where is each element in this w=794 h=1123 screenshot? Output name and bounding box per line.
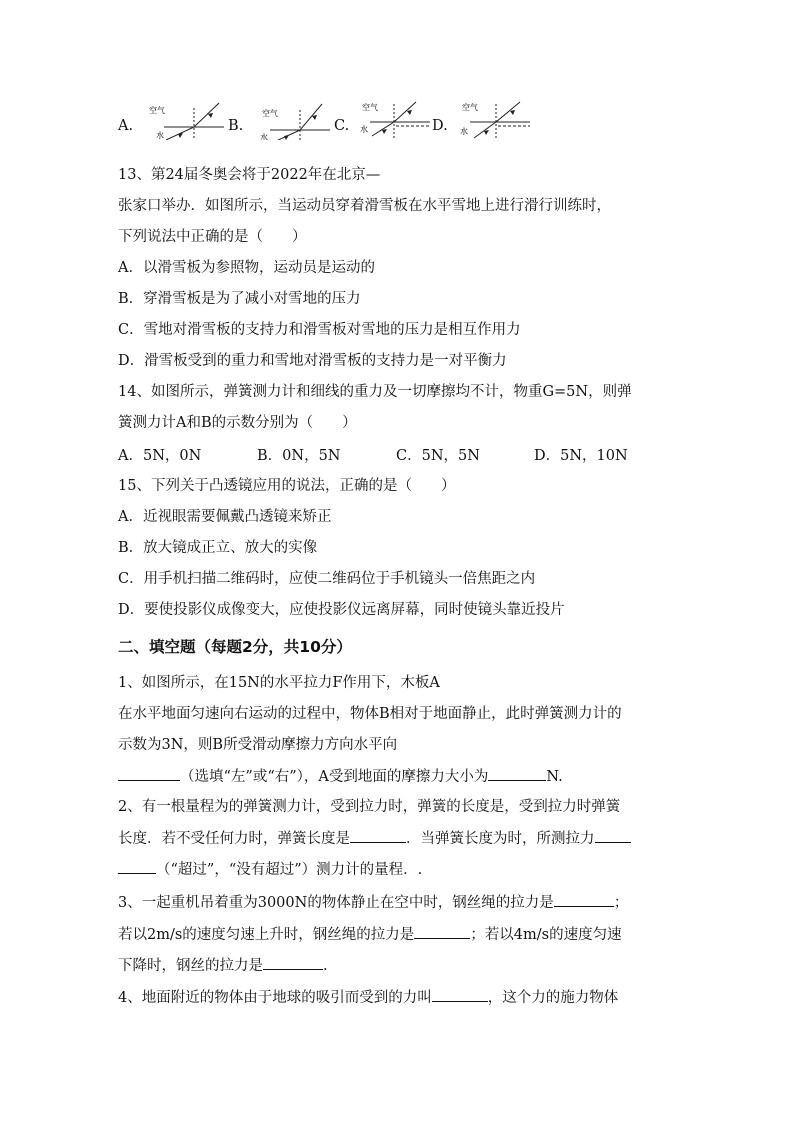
f3-line1-end: ； [613,895,629,911]
f2-line3 [118,859,422,880]
option-d-diagram [456,100,546,140]
f1-line4-unit: N. [546,769,563,785]
q15-option-d: D．要使投影仪成像变大，应使投影仪远离屏幕，同时使镜头靠近投片 [118,602,565,618]
air-label: 空气 [262,109,278,118]
air-label: 空气 [149,106,165,115]
f1-blank-direction[interactable] [118,766,180,781]
q13-line2: 张家口举办．如图所示，当运动员穿着滑雪板在水平雪地上进行滑行训练时， [118,198,611,214]
f2-blank-length[interactable] [350,828,406,843]
q15-option-c: C．用手机扫描二维码时，应使二维码位于手机镜头一倍焦距之内 [118,571,536,587]
f4-line1 [118,987,618,1008]
option-a-label: A. [118,118,134,134]
f3-line3-end: . [323,958,328,974]
q14-line2: 簧测力计A和B的示数分别为（ ） [118,415,357,431]
f3-line1 [118,892,628,913]
f3-line3 [118,955,328,976]
f3-line2 [118,924,622,945]
q14-line1: 14、如图所示，弹簧测力计和细线的重力及一切摩擦均不计，物重G=5N，则弹 [118,384,632,400]
option-b-diagram [254,100,344,140]
q13-line1: 13、第24届冬奥会将于2022年在北京— [118,167,381,183]
q13-option-d: D．滑雪板受到的重力和雪地对滑雪板的支持力是一对平衡力 [118,353,507,369]
q15-line1: 15、下列关于凸透镜应用的说法，正确的是（ ） [118,478,456,494]
f2-blank-exceed[interactable] [595,828,631,843]
f1-line4 [118,766,563,787]
f2-line2-text: 长度．若不受任何力时，弹簧长度是 [118,831,350,847]
water-label: 水 [360,125,368,134]
f3-line1-text: 3、一起重机吊着重为3000N的物体静止在空中时，钢丝绳的拉力是 [118,895,554,911]
f2-line1: 2、有一根量程为的弹簧测力计，受到拉力时，弹簧的长度是，受到拉力时弹簧 [118,799,621,815]
q14-choice-a: A．5N，0N [118,448,202,464]
water-label: 水 [460,127,468,136]
q15-option-a: A．近视眼需要佩戴凸透镜来矫正 [118,509,332,525]
f1-line4-text: （选填“左”或“右”），A受到地面的摩擦力大小为 [180,769,489,785]
air-label: 空气 [362,103,378,112]
f2-line2-text-b: ．当弹簧长度为时，所测拉力 [406,831,595,847]
option-a-diagram [144,100,234,140]
f3-line2-end: ；若以4m/s的速度匀速 [470,927,622,943]
option-b-label: B. [228,118,244,134]
f1-blank-friction[interactable] [488,766,546,781]
f4-line1-text: 4、地面附近的物体由于地球的吸引而受到的力叫 [118,990,432,1006]
f1-line3: 示数为3N，则B所受滑动摩擦力方向水平向 [118,737,398,753]
q13-option-c: C．雪地对滑雪板的支持力和滑雪板对雪地的压力是相互作用力 [118,322,521,338]
f3-blank-down[interactable] [263,955,323,970]
option-d-label: D. [432,118,448,134]
f1-line1: 1、如图所示，在15N的水平拉力F作用下，木板A [118,675,440,691]
air-label: 空气 [462,103,478,112]
refraction-options-row [118,100,538,152]
water-label: 水 [260,133,268,140]
f4-line1-end: ，这个力的施力物体 [487,990,619,1006]
water-label: 水 [156,131,164,140]
q13-line3: 下列说法中正确的是（ ） [118,229,307,245]
q14-choice-d: D．5N，10N [534,448,628,464]
option-c-label: C. [334,118,350,134]
q14-choice-c: C．5N，5N [396,448,480,464]
section2-heading: 二、填空题（每题2分，共10分） [118,638,352,656]
f2-blank-exceed-cont[interactable] [118,859,156,874]
f3-blank-up[interactable] [414,924,470,939]
q14-choices [118,446,658,466]
f1-line2: 在水平地面匀速向右运动的过程中，物体B相对于地面静止，此时弹簧测力计的 [118,706,622,722]
f2-line2 [118,828,631,849]
f4-blank-gravity[interactable] [432,987,488,1002]
q13-option-a: A．以滑雪板为参照物，运动员是运动的 [118,260,375,276]
q15-option-b: B．放大镜成正立、放大的实像 [118,540,318,556]
f3-blank-static[interactable] [554,892,614,907]
f2-line3-text: （“超过”，“没有超过”）测力计的量程．. [156,862,423,878]
f3-line3-text: 下降时，钢丝的拉力是 [118,958,263,974]
q14-choice-b: B．0N，5N [257,448,341,464]
q13-option-b: B．穿滑雪板是为了减小对雪地的压力 [118,291,361,307]
f3-line2-text: 若以2m/s的速度匀速上升时，钢丝绳的拉力是 [118,927,415,943]
